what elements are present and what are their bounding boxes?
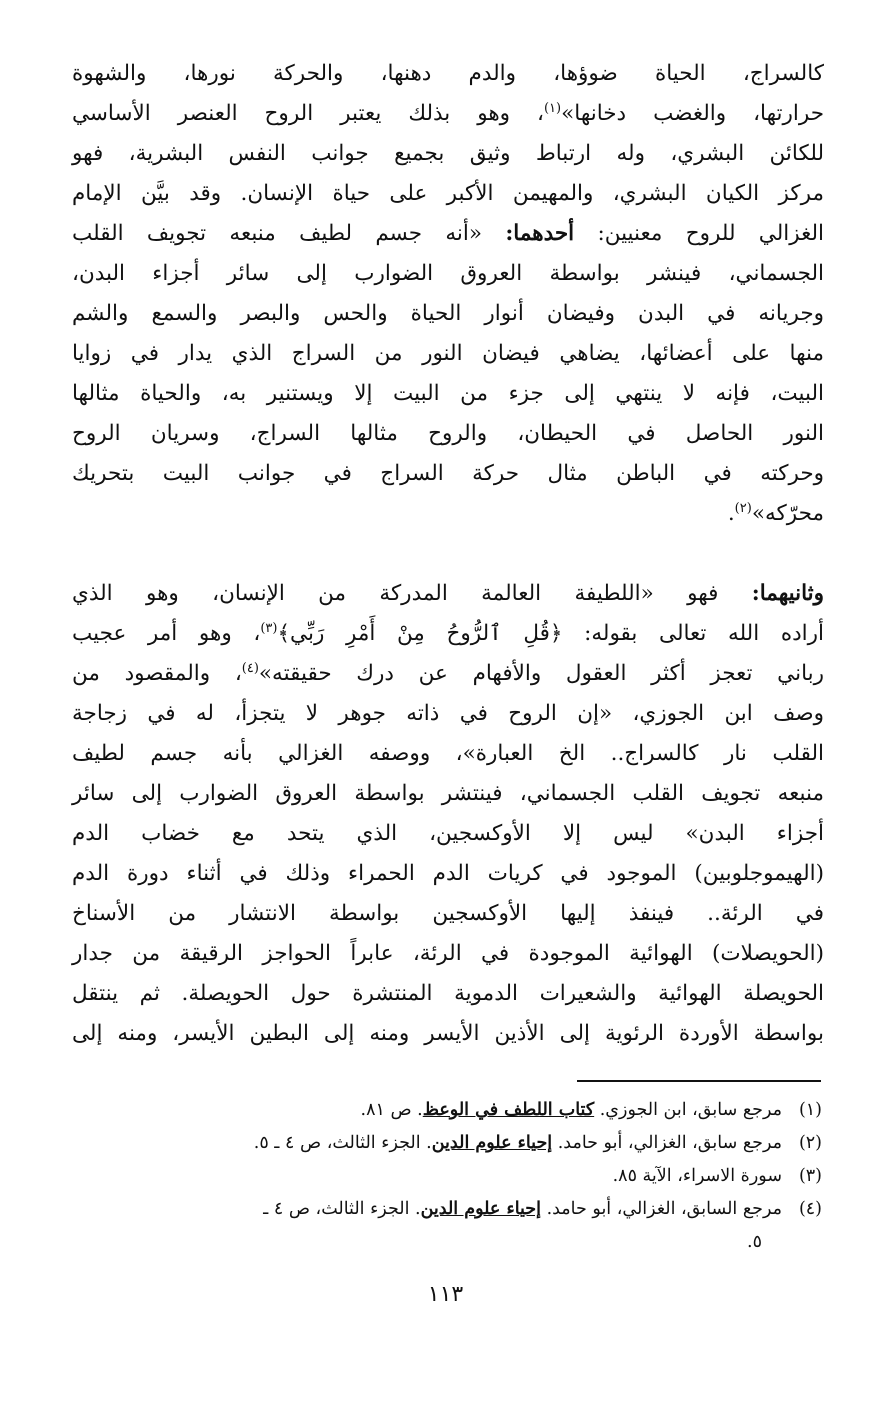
text-line: أراده الله تعالى بقوله: ﴿قُلِ ٱلرُّوحُ مِنْ أَمْرِ رَبِّي﴾$^{(٣)}$، وهو أمر عجيب (72, 621, 824, 646)
bold-term-first: أحدهما: (505, 221, 575, 246)
footnotes (60, 1094, 822, 1259)
footnote-1: (١)مرجع سابق، ابن الجوزي. كتاب اللطف في الوعظ. ص ٨١. (60, 1094, 822, 1127)
text-line: الجسماني، فينشر بواسطة العروق الضوارب إلى سائر أجزاء البدن، (72, 261, 824, 286)
book-title: إحياء علوم الدين (420, 1199, 541, 1219)
footnote-2: (٢)مرجع سابق، الغزالي، أبو حامد. إحياء علوم الدين. الجزء الثالث، ص ٤ ـ ٥. (60, 1127, 822, 1160)
footnote-divider (577, 1080, 821, 1082)
footnote-number: (٤) (798, 1199, 822, 1219)
text-line: الغزالي للروح معنيين: أحدهما: «أنه جسم لطيف منبعه تجويف القلب (72, 221, 824, 246)
text-line: أجزاء البدن» ليس إلا الأوكسجين، الذي يتحد مع خضاب الدم (72, 821, 824, 846)
text-line: كالسراج، الحياة ضوؤها، والدم دهنها، والحركة نورها، والشهوة (72, 61, 824, 86)
text-line: وحركته في الباطن مثال حركة السراج في جوانب البيت بتحريك (72, 461, 824, 486)
text-line: (الهيموجلوبين) الموجود في كريات الدم الحمراء وذلك في أثناء دورة الدم (72, 861, 824, 886)
footnote-ref-4[interactable]: (٤) (241, 661, 259, 676)
text-line: الحويصلة الهوائية والشعيرات الدموية المنتشرة حول الحويصلة. ثم ينتقل (72, 981, 824, 1006)
text-line: في الرئة.. فينفذ إليها الأوكسجين بواسطة الانتشار من الأسناخ (72, 901, 824, 926)
text-line: النور الحاصل في الحيطان، والروح مثالها السراج، وسريان الروح (72, 421, 824, 446)
text-line: محرّكه»$^{(٢)}$. (727, 501, 824, 526)
footnote-ref-1[interactable]: (١) (543, 101, 562, 116)
footnote-4: (٤)مرجع السابق، الغزالي، أبو حامد. إحياء علوم الدين. الجزء الثالث، ص ٤ ـ (60, 1193, 822, 1226)
text-line: منها على أعضائها، يضاهي فيضان النور من السراج الذي يدار في زوايا (72, 341, 824, 366)
footnote-ref-3[interactable]: (٣) (260, 621, 278, 636)
text-line: للكائن البشري، وله ارتباط وثيق بجميع جوانب النفس البشرية، فهو (72, 141, 824, 166)
footnote-number: (٣) (798, 1166, 822, 1186)
text-line: وصف ابن الجوزي، «إن الروح في ذاته جوهر لا يتجزأ، له في زجاجة (72, 701, 824, 726)
book-title: إحياء علوم الدين (431, 1133, 553, 1153)
footnote-number: (١) (798, 1100, 822, 1120)
bold-term-second: وثانيهما: (751, 581, 824, 606)
main-text (72, 54, 824, 1054)
text-line: القلب نار كالسراج.. الخ العبارة»، ووصفه الغزالي بأنه جسم لطيف (72, 741, 824, 766)
text-line: حرارتها، والغضب دخانها»$^{(١)}$، وهو بذلك يعتبر الروح العنصر الأساسي (72, 101, 824, 126)
text-line: بواسطة الأوردة الرئوية إلى الأذين الأيسر ومنه إلى البطين الأيسر، ومنه إلى (72, 1021, 824, 1046)
paragraph-1 (72, 54, 824, 534)
footnote-4-continuation: ٥. (747, 1232, 762, 1252)
text-line: وثانيهما: فهو «اللطيفة العالمة المدركة من الإنسان، وهو الذي (72, 581, 824, 606)
text-line: وجريانه في البدن وفيضان أنوار الحياة والحس والبصر والسمع والشم (72, 301, 824, 326)
footnote-ref-2[interactable]: (٢) (734, 501, 752, 516)
paragraph-2 (72, 574, 824, 1054)
text-line: رباني تعجز أكثر العقول والأفهام عن درك حقيقته»$^{(٤)}$، والمقصود من (72, 661, 825, 686)
text-line: مركز الكيان البشري، والمهيمن الأكبر على حياة الإنسان. وقد بيَّن الإمام (72, 181, 824, 206)
footnote-3: (٣)سورة الاسراء، الآية ٨٥. (60, 1160, 822, 1193)
text-line: (الحويصلات) الهوائية الموجودة في الرئة، عابراً الحواجز الرقيقة من جدار (72, 941, 824, 966)
text-line: منبعه تجويف القلب الجسماني، فينتشر بواسطة العروق الضوارب إلى سائر (72, 781, 824, 806)
book-title: كتاب اللطف في الوعظ (422, 1100, 595, 1120)
page-number: ١١٣ (427, 1282, 464, 1307)
text-line: البيت، فإنه لا ينتهي إلى جزء من البيت إلا ويستنير به، والحياة مثالها (72, 381, 824, 406)
footnote-number: (٢) (798, 1133, 822, 1153)
